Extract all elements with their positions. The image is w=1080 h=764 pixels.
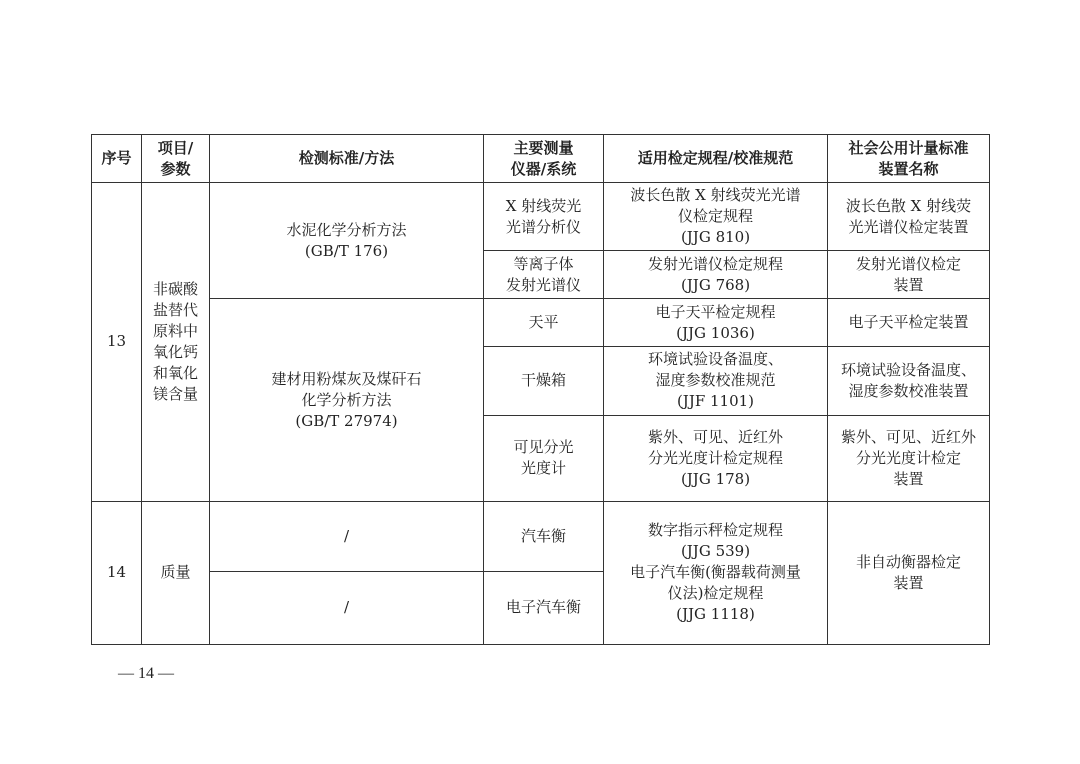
row13-instrument-4: 干燥箱 (484, 347, 604, 415)
header-row (92, 135, 990, 183)
row13-standard-5: 紫外、可见、近红外 分光光度计检定 装置 (828, 415, 990, 501)
table-row (92, 501, 990, 571)
row13-item: 非碳酸 盐替代 原料中 氧化钙 和氧化 镁含量 (142, 183, 210, 502)
row13-standard-1: 波长色散 X 射线荧 光光谱仪检定装置 (828, 183, 990, 251)
row14-method-2: / (210, 571, 484, 644)
header-serial-no: 序号 (92, 135, 142, 183)
row13-serial-no: 13 (92, 183, 142, 502)
row13-regulation-2: 发射光谱仪检定规程 (JJG 768) (604, 251, 828, 299)
row13-instrument-1: X 射线荧光 光谱分析仪 (484, 183, 604, 251)
row13-regulation-3: 电子天平检定规程 (JJG 1036) (604, 299, 828, 347)
row13-regulation-4: 环境试验设备温度、 湿度参数校准规范 (JJF 1101) (604, 347, 828, 415)
row13-method-a: 水泥化学分析方法 (GB/T 176) (210, 183, 484, 299)
row13-instrument-2: 等离子体 发射光谱仪 (484, 251, 604, 299)
header-item-parameter: 项目/ 参数 (142, 135, 210, 183)
row14-item: 质量 (142, 501, 210, 644)
row13-standard-3: 电子天平检定装置 (828, 299, 990, 347)
header-test-standard: 检测标准/方法 (210, 135, 484, 183)
table-row (92, 183, 990, 251)
row14-instrument-1: 汽车衡 (484, 501, 604, 571)
row13-regulation-5: 紫外、可见、近红外 分光光度计检定规程 (JJG 178) (604, 415, 828, 501)
row13-instrument-3: 天平 (484, 299, 604, 347)
row13-instrument-5: 可见分光 光度计 (484, 415, 604, 501)
row13-method-b: 建材用粉煤灰及煤矸石 化学分析方法 (GB/T 27974) (210, 299, 484, 501)
row14-standard: 非自动衡器检定 装置 (828, 501, 990, 644)
header-instrument: 主要测量 仪器/系统 (484, 135, 604, 183)
header-standard-device: 社会公用计量标准 装置名称 (828, 135, 990, 183)
row14-regulation: 数字指示秤检定规程 (JJG 539) 电子汽车衡(衡器载荷测量 仪法)检定规程 (JJG 1118) (604, 501, 828, 644)
metrology-table (91, 134, 990, 645)
row13-standard-2: 发射光谱仪检定 装置 (828, 251, 990, 299)
row14-instrument-2: 电子汽车衡 (484, 571, 604, 644)
row14-method-1: / (210, 501, 484, 571)
page-number: — 14 — (118, 665, 174, 682)
header-regulation: 适用检定规程/校准规范 (604, 135, 828, 183)
row14-serial-no: 14 (92, 501, 142, 644)
row13-standard-4: 环境试验设备温度、 湿度参数校准装置 (828, 347, 990, 415)
row13-regulation-1: 波长色散 X 射线荧光光谱 仪检定规程 (JJG 810) (604, 183, 828, 251)
table-row (92, 299, 990, 347)
